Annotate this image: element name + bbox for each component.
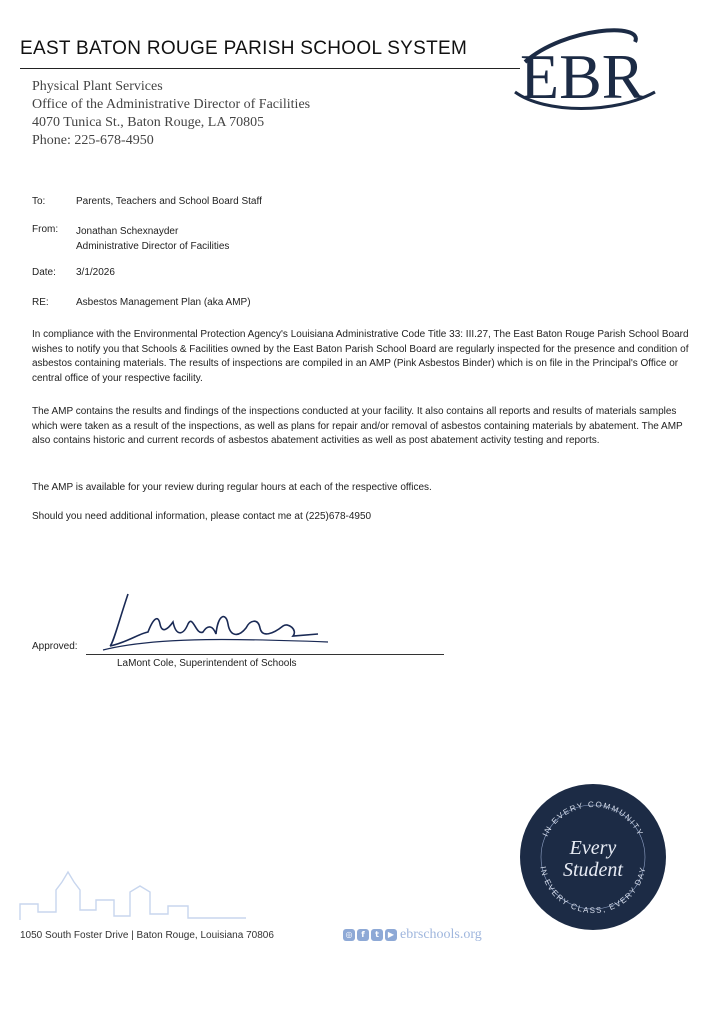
to-value: Parents, Teachers and School Board Staff [76, 196, 262, 207]
seal-bottom-text: IN EVERY CLASS, EVERY DAY [538, 865, 648, 916]
facebook-icon[interactable]: f [357, 929, 369, 941]
twitter-icon[interactable]: t [371, 929, 383, 941]
instagram-icon[interactable]: ◎ [343, 929, 355, 941]
re-label: RE: [32, 297, 49, 308]
from-name: Jonathan Schexnayder [76, 226, 179, 237]
signature-line [86, 654, 444, 655]
office-phone: Phone: 225-678-4950 [32, 133, 154, 148]
approved-label: Approved: [32, 641, 78, 652]
seal-script-student: Student [563, 859, 623, 881]
website-link[interactable]: ebrschools.org [400, 927, 482, 942]
paragraph-contact: Should you need additional information, please contact me at (225)678-4950 [32, 511, 372, 522]
ebr-logo [505, 22, 690, 117]
logo-text: EBR [520, 41, 645, 112]
paragraph-availability: The AMP is available for your review during regular hours at each of the respective offices. [32, 482, 432, 493]
handwritten-signature [98, 584, 338, 664]
seal-script-every: Every [569, 837, 617, 859]
from-label: From: [32, 224, 59, 235]
to-label: To: [32, 196, 46, 207]
every-student-seal [518, 782, 668, 932]
seal-top-text: IN EVERY COMMUNITY [540, 799, 646, 838]
department: Physical Plant Services [32, 79, 163, 94]
date-label: Date: [32, 267, 56, 278]
skyline-icon [18, 862, 248, 922]
social-icons [343, 929, 397, 941]
org-name: EAST BATON ROUGE PARISH SCHOOL SYSTEM [20, 38, 468, 59]
re-value: Asbestos Management Plan (aka AMP) [76, 297, 251, 308]
office-address: 4070 Tunica St., Baton Rouge, LA 70805 [32, 115, 265, 130]
footer-address: 1050 South Foster Drive | Baton Rouge, Louisiana 70806 [20, 930, 274, 941]
paragraph-compliance: In compliance with the Environmental Protection Agency's Louisiana Administrative Code Title 33: III.27, The East Baton Rouge Parish School Board wishes to notify you that Schools & Facilities owned by the East Baton Parish School Board are regularly inspected for the presence and condition of asbestos containing materials. The results of inspections are compiled in an AMP (Pink Asbestos Binder) which is on file in the Principal's Office or central office of your respective facility. [32, 329, 689, 384]
from-title: Administrative Director of Facilities [76, 241, 230, 252]
office-name: Office of the Administrative Director of Facilities [32, 97, 311, 112]
header-rule [20, 68, 520, 69]
paragraph-amp-contents: The AMP contains the results and findings of the inspections conducted at your facility. It also contains all reports and results of materials samples which were taken as a result of the inspections, as well as plans for repair and/or removal of asbestos containing materials by abatement. The AMP also contains historic and current records of asbestos abatement activities as well as post abatement activity testing and reports. [32, 406, 683, 447]
date-value: 3/1/2026 [76, 267, 115, 278]
signer-name: LaMont Cole, Superintendent of Schools [117, 658, 297, 669]
youtube-icon[interactable]: ▶ [385, 929, 397, 941]
office-block [32, 78, 310, 150]
